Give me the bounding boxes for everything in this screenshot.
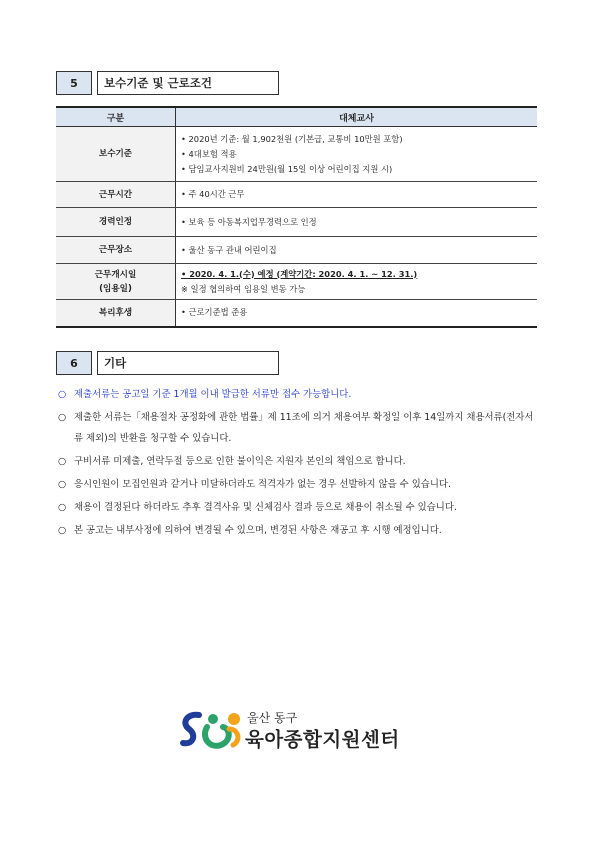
- row-label-location: 근무장소: [56, 237, 176, 264]
- row-value-location: [176, 237, 538, 264]
- header-substitute-teacher: 대체교사: [176, 107, 538, 127]
- table-line: • 근로기준법 준용: [181, 307, 248, 318]
- section-6-header: [56, 351, 279, 375]
- list-item: ○ 응시인원이 모집인원과 같거나 미달하더라도 적격자가 없는 경우 선발하지 않을 수 있습니다.: [58, 474, 538, 495]
- table-line: • 보육 등 아동복지업무경력으로 인정: [181, 216, 317, 227]
- circle-bullet-icon: ○: [58, 525, 67, 536]
- row-label-start-date: 근무개시일 (임용일): [56, 264, 176, 300]
- table-row: [56, 300, 537, 327]
- table-row: [56, 127, 537, 182]
- circle-bullet-icon: ○: [58, 479, 67, 490]
- table-line: • 주 40시간 근무: [181, 189, 245, 199]
- table-row: [56, 208, 537, 237]
- list-item: ○ 구비서류 미제출, 연락두절 등으로 인한 불이익은 지원자 본인의 책임으로 합니다.: [58, 451, 538, 472]
- table-row: [56, 182, 537, 208]
- row-value-career: [176, 208, 538, 237]
- conditions-table: [56, 106, 537, 328]
- section-5-number: 5: [56, 71, 92, 95]
- header-category: 구분: [56, 107, 176, 127]
- table-row: [56, 237, 537, 264]
- list-item: ○ 제출한 서류는「채용절차 공정화에 관한 법률」제 11조에 의거 채용여부 확정일 이후 14일까지 채용서류(전자서류 제외)의 반환을 청구할 수 있습니다.: [58, 407, 538, 449]
- table-line: • 담임교사지원비 24만원(월 15일 이상 어린이집 지원 시): [181, 163, 393, 174]
- table-line: • 4대보험 적용: [181, 148, 237, 159]
- list-item: ○ 채용이 결정된다 하더라도 추후 결격사유 및 신체검사 결과 등으로 채용이 취소될 수 있습니다.: [58, 497, 538, 518]
- table-line: • 울산 동구 관내 어린이집: [181, 244, 277, 255]
- table-line: • 2020년 기준: 월 1,902천원 (기본급, 교통비 10만원 포함): [181, 133, 403, 144]
- table-header-row: [56, 107, 537, 127]
- row-label-career: 경력인정: [56, 208, 176, 237]
- section-6-number: 6: [56, 351, 92, 375]
- row-value-hours: [176, 182, 538, 208]
- row-value-pay: [176, 127, 538, 182]
- list-item: ○ 본 공고는 내부사정에 의하여 변경될 수 있으며, 변경된 사항은 재공고 후 시행 예정입니다.: [58, 520, 538, 541]
- row-value-start-date: [176, 264, 538, 300]
- table-row: [56, 264, 537, 300]
- circle-bullet-icon: ○: [58, 456, 67, 467]
- row-label-hours: 근무시간: [56, 182, 176, 208]
- center-logo-mark-icon: [179, 707, 243, 751]
- list-item: ○ 제출서류는 공고일 기준 1개월 이내 발급한 서류만 접수 가능합니다.: [58, 384, 538, 405]
- row-value-welfare: [176, 300, 538, 327]
- table-line: • 2020. 4. 1.(수) 예정 (계약기간: 2020. 4. 1. ~ 12. 31.): [181, 268, 418, 279]
- logo-title: 육아종합지원센터: [245, 728, 400, 751]
- notes-list: [58, 384, 538, 543]
- row-label-pay: 보수기준: [56, 127, 176, 182]
- section-5-header: [56, 71, 279, 95]
- circle-bullet-icon: ○: [58, 412, 67, 423]
- logo-subtitle: 울산 동구: [247, 711, 298, 725]
- row-label-welfare: 복리후생: [56, 300, 176, 327]
- circle-bullet-icon: ○: [58, 502, 67, 513]
- section-5-title: 보수기준 및 근로조건: [97, 71, 279, 95]
- section-6-title: 기타: [97, 351, 279, 375]
- table-line: ※ 일정 협의하여 임용일 변동 가능: [181, 283, 306, 294]
- circle-bullet-icon: ○: [58, 389, 67, 400]
